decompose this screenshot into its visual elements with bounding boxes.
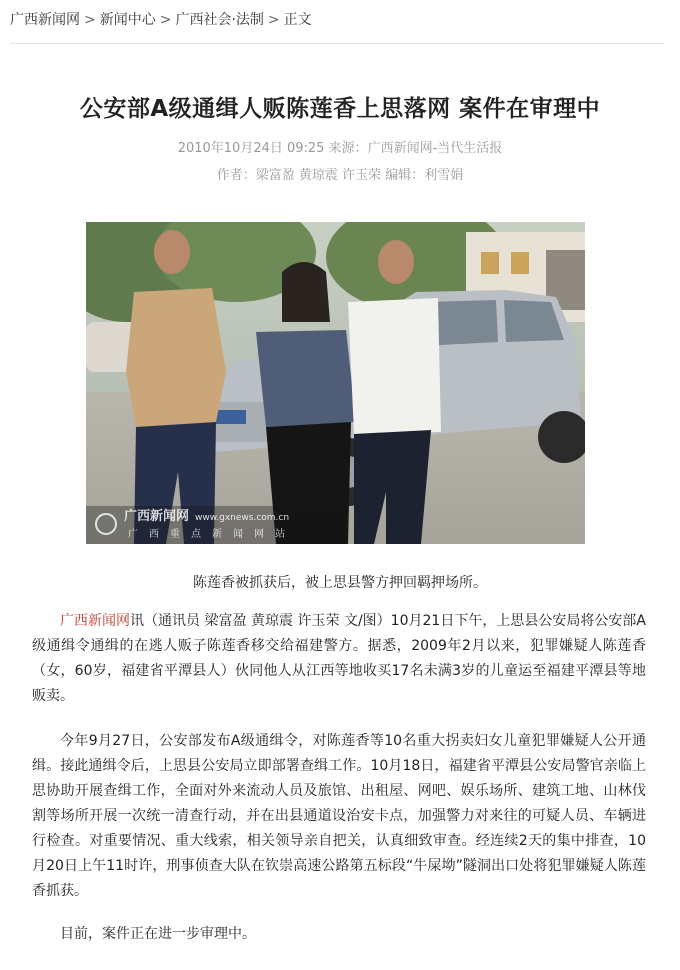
author-label: 作者： xyxy=(216,168,256,183)
article-paragraph: 目前，案件正在进一步审理中。 xyxy=(60,926,256,942)
photo-caption: 陈莲香被抓获后，被上思县警方押回羁押场所。 xyxy=(193,575,487,591)
article-meta-date-source xyxy=(0,137,680,156)
watermark-url: www.gxnews.com.cn xyxy=(195,513,290,523)
breadcrumb xyxy=(10,9,312,29)
editor-name: 利雪娟 xyxy=(424,168,464,183)
breadcrumb-separator: > xyxy=(267,12,280,28)
article-title: 公安部A级通缉人贩陈莲香上思落网 案件在审理中 xyxy=(79,96,601,122)
source-label: 来源： xyxy=(328,141,368,156)
breadcrumb-current: 正文 xyxy=(283,12,312,28)
article-paragraph xyxy=(32,609,646,709)
article-paragraph: 今年9月27日，公安部发布A级通缉令，对陈莲香等10名重大拐卖妇女儿童犯罪嫌疑人公开通缉。接此通缉令后，上思县公安局立即部署查缉工作。10月18日，福建省平潭县公安局警官亲临上思协助开展查缉工作，全面对外来流动人员及旅馆、出租屋、网吧、娱乐场所、建筑工地、山林伐割等场所开展一次统一清查行动，并在出县通道设治安卡点，加强警力对来往的可疑人员、车辆进行检查。对重要情况、重大线索，相关领导亲自把关，认真细致审查。经连续2天的集中排查，10月20日上午11时许，刑事侦查大队在钦崇高速公路第五标段“牛屎坳”隧洞出口处将犯罪嫌疑人陈莲香抓获。 xyxy=(32,733,646,899)
publish-date: 2010年10月24日 09:25 xyxy=(177,141,325,156)
brand-link[interactable]: 广西新闻网 xyxy=(60,613,131,629)
breadcrumb-separator: > xyxy=(159,12,172,28)
paragraph-text: 讯（通讯员 梁富盈 黄琼震 许玉荣 文/图）10月21日下午，上思县公安局将公安部A级通缉令通缉的在逃人贩子陈莲香移交给福建警方。据悉，2009年2月以来，犯罪嫌疑人陈莲香（女，60岁，福建省平潭县人）伙同他人从江西等地收买17名未满3岁的儿童运至福建平潭县等地贩卖。 xyxy=(32,613,646,704)
watermark-tagline: 广西重点新闻网站 xyxy=(128,529,296,540)
editor-label: 编辑： xyxy=(385,168,425,183)
breadcrumb-link-gxnews[interactable]: 广西新闻网 xyxy=(10,12,80,28)
breadcrumb-separator: > xyxy=(84,12,96,28)
source-name: 广西新闻网-当代生活报 xyxy=(367,141,503,156)
article-photo xyxy=(86,222,585,544)
breadcrumb-link-society-law[interactable]: 广西社会·法制 xyxy=(175,12,264,28)
author-names: 梁富盈 黄琼震 许玉荣 xyxy=(255,168,382,183)
photo-illustration xyxy=(86,222,585,544)
watermark-brand: 广西新闻网 xyxy=(124,509,190,524)
article-meta-authors xyxy=(0,164,680,183)
photo-watermark xyxy=(98,505,296,540)
breadcrumb-link-news-center[interactable]: 新闻中心 xyxy=(99,12,156,28)
header-divider xyxy=(10,43,664,44)
